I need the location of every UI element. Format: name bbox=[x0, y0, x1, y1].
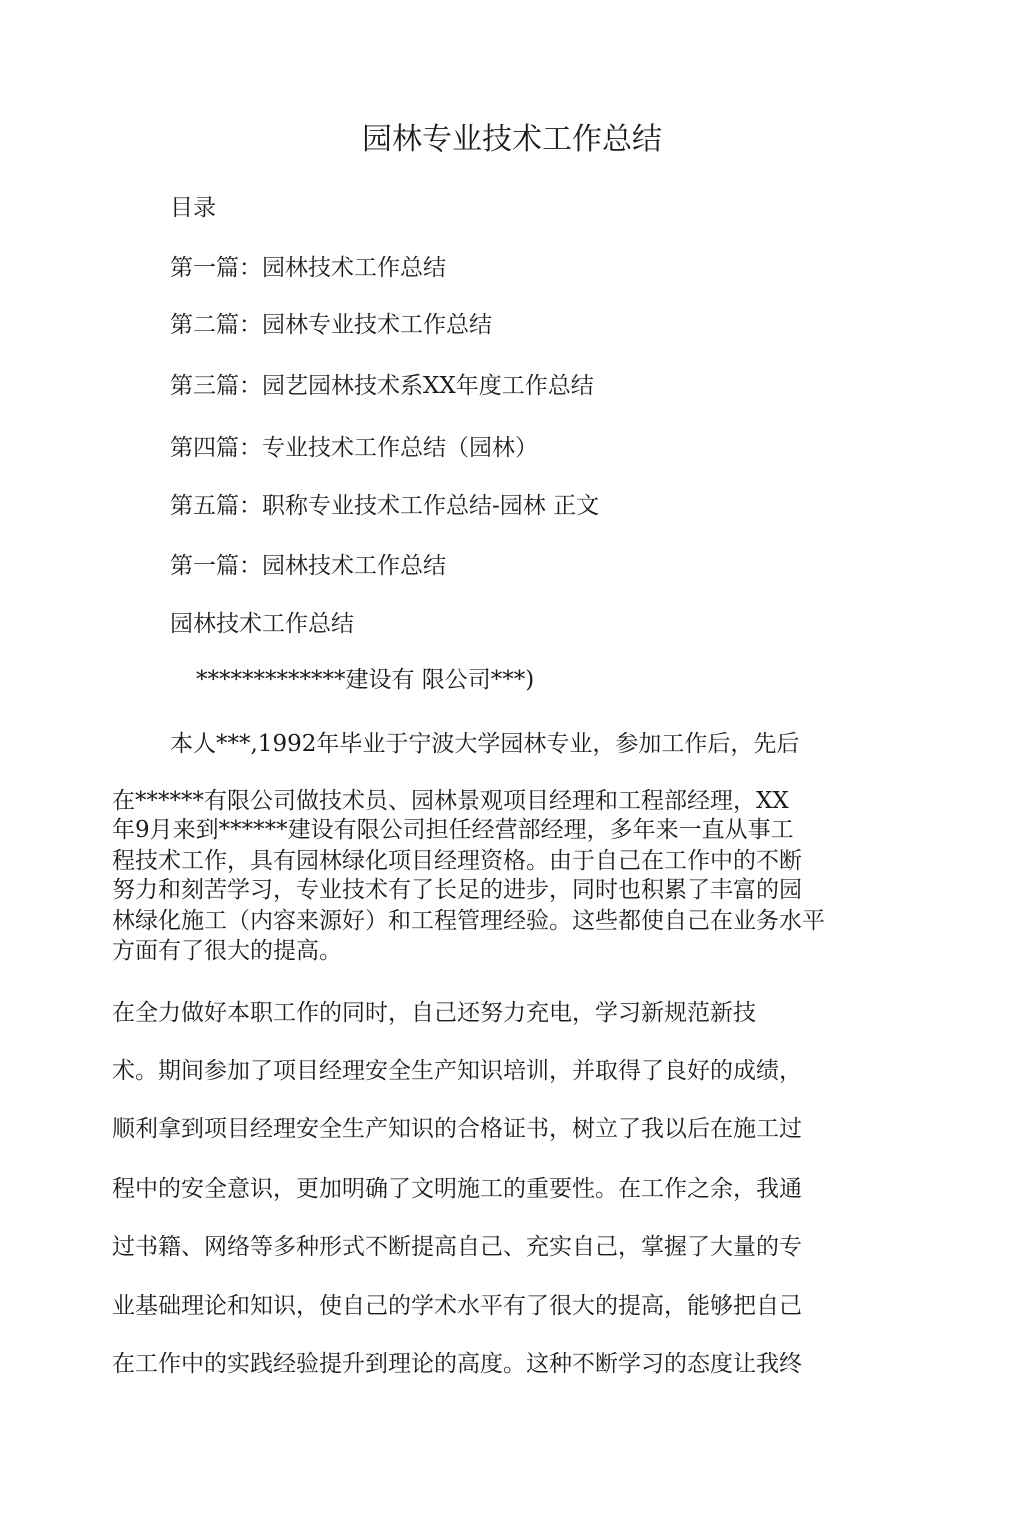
toc-item-5: 第五篇：职称专业技术工作总结-园林 正文 bbox=[170, 493, 600, 519]
toc-item-1: 第一篇：园林技术工作总结 bbox=[170, 255, 446, 281]
paragraph-2-line: 在全力做好本职工作的同时，自己还努力充电，学习新规范新技 bbox=[112, 1000, 756, 1026]
paragraph-2-line: 业基础理论和知识，使自己的学术水平有了很大的提高，能够把自己 bbox=[112, 1293, 802, 1319]
paragraph-1-line: 本人***,1992年毕业于宁波大学园林专业，参加工作后，先后 bbox=[170, 731, 800, 757]
paragraph-1-line: 程技术工作，具有园林绿化项目经理资格。由于自己在工作中的不断 bbox=[112, 848, 802, 874]
article-title: 园林技术工作总结 bbox=[170, 611, 354, 637]
toc-label: 目录 bbox=[170, 195, 216, 221]
section-heading: 第一篇：园林技术工作总结 bbox=[170, 553, 446, 579]
paragraph-1-line: 在******有限公司做技术员、园林景观项目经理和工程部经理，XX bbox=[112, 788, 789, 814]
paragraph-1-line: 年9月来到******建设有限公司担任经营部经理，多年来一直从事工 bbox=[112, 817, 794, 843]
paragraph-1-line: 努力和刻苦学习，专业技术有了长足的进步，同时也积累了丰富的园 bbox=[112, 877, 802, 903]
paragraph-2-line: 顺利拿到项目经理安全生产知识的合格证书，树立了我以后在施工过 bbox=[112, 1116, 802, 1142]
paragraph-1-line: 方面有了很大的提高。 bbox=[112, 938, 342, 964]
paragraph-2-line: 在工作中的实践经验提升到理论的高度。这种不断学习的态度让我终 bbox=[112, 1351, 802, 1377]
author-line: *************建设有 限公司***) bbox=[196, 667, 535, 693]
toc-item-3: 第三篇：园艺园林技术系XX年度工作总结 bbox=[170, 373, 594, 399]
paragraph-1-line: 林绿化施工（内容来源好）和工程管理经验。这些都使自己在业务水平 bbox=[112, 908, 825, 934]
paragraph-2-line: 过书籍、网络等多种形式不断提高自己、充实自己，掌握了大量的专 bbox=[112, 1234, 802, 1260]
document-title: 园林专业技术工作总结 bbox=[362, 122, 662, 157]
toc-item-2: 第二篇：园林专业技术工作总结 bbox=[170, 312, 492, 338]
paragraph-2-line: 术。期间参加了项目经理安全生产知识培训，并取得了良好的成绩， bbox=[112, 1058, 802, 1084]
paragraph-2-line: 程中的安全意识，更加明确了文明施工的重要性。在工作之余，我通 bbox=[112, 1176, 802, 1202]
toc-item-4: 第四篇：专业技术工作总结（园林） bbox=[170, 435, 538, 461]
